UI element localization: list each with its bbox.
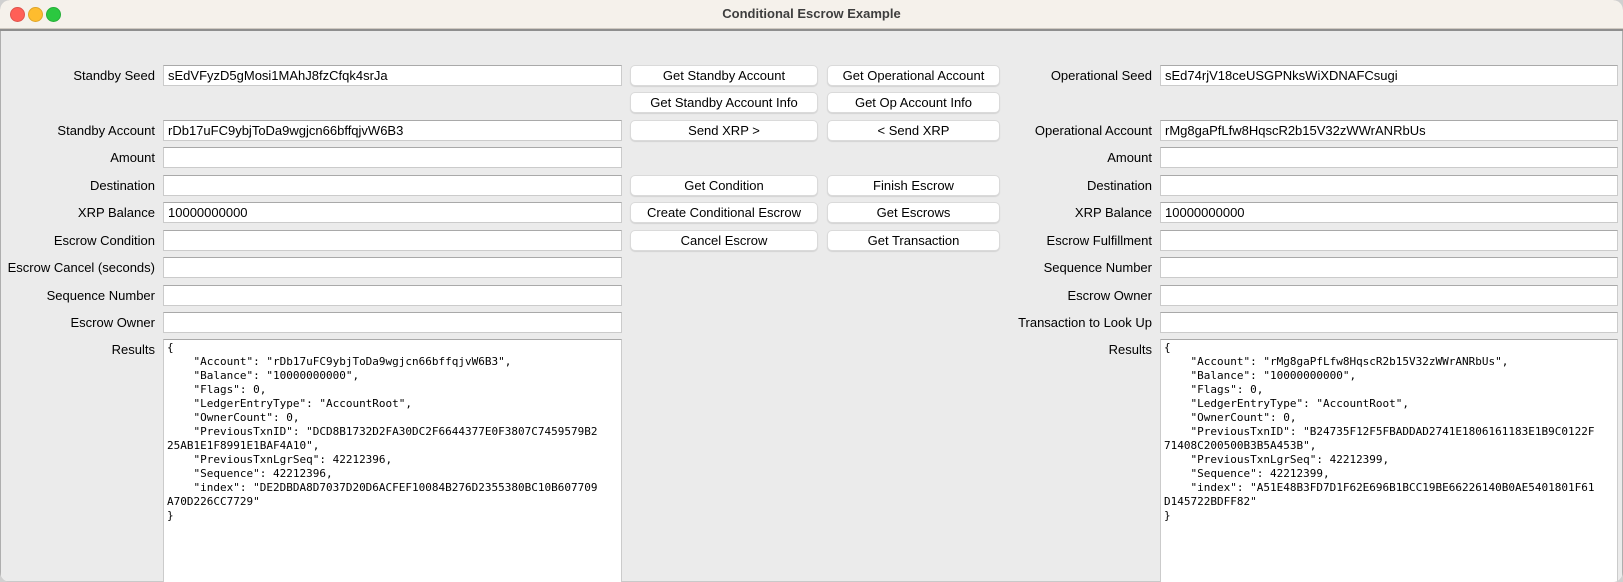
operational-account-input[interactable] xyxy=(1160,120,1618,141)
operational-seed-label: Operational Seed xyxy=(1050,68,1152,83)
standby-results-textarea[interactable] xyxy=(163,339,622,582)
standby-destination-input[interactable] xyxy=(163,175,622,196)
minimize-button[interactable] xyxy=(28,7,43,22)
standby-seed-input[interactable] xyxy=(163,65,622,86)
standby-amount-label: Amount xyxy=(110,150,155,165)
escrow-cancel-seconds-label: Escrow Cancel (seconds) xyxy=(7,260,155,275)
operational-amount-input[interactable] xyxy=(1160,147,1618,168)
get-condition-button[interactable]: Get Condition xyxy=(630,175,818,196)
operational-sequence-number-input[interactable] xyxy=(1160,257,1618,278)
zoom-button[interactable] xyxy=(46,7,61,22)
finish-escrow-button[interactable]: Finish Escrow xyxy=(827,175,1000,196)
standby-amount-input[interactable] xyxy=(163,147,622,168)
get-transaction-button[interactable]: Get Transaction xyxy=(827,230,1000,251)
standby-seed-label: Standby Seed xyxy=(73,68,155,83)
operational-account-label: Operational Account xyxy=(1034,123,1152,138)
operational-xrp-balance-label: XRP Balance xyxy=(1074,205,1152,220)
main-content xyxy=(0,29,1623,582)
close-button[interactable] xyxy=(10,7,25,22)
title-bar[interactable] xyxy=(0,0,1623,29)
operational-escrow-owner-input[interactable] xyxy=(1160,285,1618,306)
transaction-to-look-up-label: Transaction to Look Up xyxy=(1018,315,1152,330)
window-title: Conditional Escrow Example xyxy=(722,6,901,21)
standby-account-label: Standby Account xyxy=(57,123,155,138)
escrow-condition-input[interactable] xyxy=(163,230,622,251)
get-standby-account-button[interactable]: Get Standby Account xyxy=(630,65,818,86)
get-standby-account-info-button[interactable]: Get Standby Account Info xyxy=(630,92,818,113)
transaction-to-look-up-input[interactable] xyxy=(1160,312,1618,333)
get-escrows-button[interactable]: Get Escrows xyxy=(827,202,1000,223)
standby-escrow-owner-input[interactable] xyxy=(163,312,622,333)
standby-account-input[interactable] xyxy=(163,120,622,141)
cancel-escrow-button[interactable]: Cancel Escrow xyxy=(630,230,818,251)
standby-xrp-balance-label: XRP Balance xyxy=(77,205,155,220)
escrow-fulfillment-label: Escrow Fulfillment xyxy=(1046,233,1152,248)
standby-sequence-number-input[interactable] xyxy=(163,285,622,306)
operational-seed-input[interactable] xyxy=(1160,65,1618,86)
operational-sequence-number-label: Sequence Number xyxy=(1043,260,1152,275)
operational-results-label: Results xyxy=(1108,342,1152,357)
send-xrp-left-button[interactable]: < Send XRP xyxy=(827,120,1000,141)
operational-destination-label: Destination xyxy=(1086,178,1152,193)
standby-xrp-balance-input[interactable] xyxy=(163,202,622,223)
escrow-condition-label: Escrow Condition xyxy=(53,233,155,248)
send-xrp-right-button[interactable]: Send XRP > xyxy=(630,120,818,141)
standby-escrow-owner-label: Escrow Owner xyxy=(70,315,155,330)
escrow-cancel-seconds-input[interactable] xyxy=(163,257,622,278)
create-conditional-escrow-button[interactable]: Create Conditional Escrow xyxy=(630,202,818,223)
operational-results-textarea[interactable] xyxy=(1160,339,1618,582)
operational-xrp-balance-input[interactable] xyxy=(1160,202,1618,223)
operational-amount-label: Amount xyxy=(1107,150,1152,165)
operational-escrow-owner-label: Escrow Owner xyxy=(1067,288,1152,303)
get-op-account-info-button[interactable]: Get Op Account Info xyxy=(827,92,1000,113)
standby-destination-label: Destination xyxy=(89,178,155,193)
standby-sequence-number-label: Sequence Number xyxy=(46,288,155,303)
standby-results-label: Results xyxy=(111,342,155,357)
escrow-fulfillment-input[interactable] xyxy=(1160,230,1618,251)
operational-destination-input[interactable] xyxy=(1160,175,1618,196)
get-operational-account-button[interactable]: Get Operational Account xyxy=(827,65,1000,86)
